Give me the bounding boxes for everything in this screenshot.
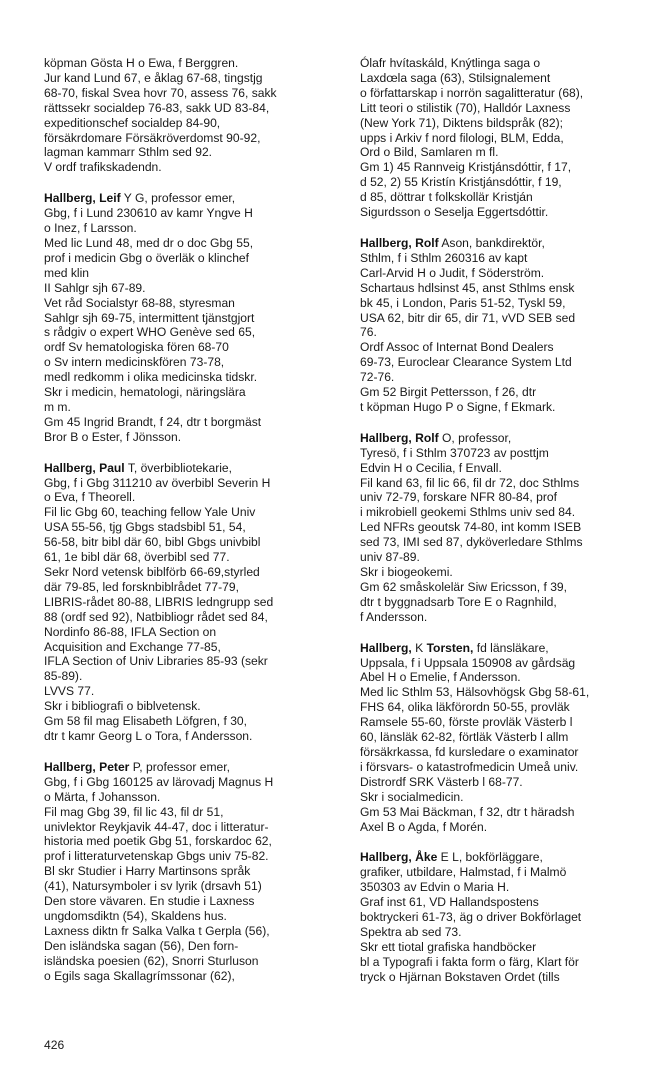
entry-text-line: Med lic Sthlm 53, Hälsovhögsk Gbg 58-61, [360,685,590,700]
entry-text-line: dtr t kamr Georg L o Tora, f Andersson. [44,728,253,743]
entry-text-line: univlektor Reykjavik 44-47, doc i litteratur- [44,819,269,834]
entry-text-line: försäkrdomare Försäkröverdomst 90-92, [44,130,261,145]
entry-text-line: Bror B o Ester, f Jönsson. [44,429,182,444]
entry-text-line: expeditionschef socialdep 84-90, [44,115,221,130]
entry-text-line: Skr i bibliografi o biblvetensk. [44,699,201,714]
biography-entry [360,236,662,415]
entry-text-line: Carl-Arvid H o Judit, f Söderström. [360,265,545,280]
entry-title: O, professor, [438,430,512,445]
entry-text-line: o Eva, f Theorell. [44,490,136,505]
entry-given-name: Rolf [415,430,439,445]
entry-surname: Hallberg, [44,759,96,774]
entry-text-line: Spektra ab sed 73. [360,924,462,939]
entry-text-line: s rådgiv o expert WHO Genève sed 65, [44,325,256,340]
entry-text-line: historia med poetik Gbg 51, forskardoc 62, [44,834,272,849]
entry-text-line: i försvars- o katastrofmedicin Umeå univ. [360,759,579,774]
entry-text-line: ordf Sv hematologiska fören 68-70 [44,340,229,355]
entry-text-line: V ordf trafikskadendn. [44,160,162,175]
entry-heading-line [360,236,662,251]
entry-title: P, professor emer, [129,759,230,774]
entry-text-line: Sigurdsson o Seselja Eggertsdóttir. [360,205,549,220]
entry-text-line: där 79-85, led forsknbiblrådet 77-79, [44,579,239,594]
entry-text-line: Sekr Nord vetensk biblförb 66-69,styrled [44,565,260,579]
entry-text-line: univ 72-79, forskare NFR 80-84, prof [360,490,557,505]
entry-text-line: Sthlm, f i Sthlm 260316 av kapt [360,250,528,265]
entry-text-line: 76. [360,325,377,340]
entry-text-line: Skr i medicin, hematologi, näringslära [44,385,246,400]
entry-text-line: Edvin H o Cecilia, f Envall. [360,460,502,475]
entry-text-line: Jur kand Lund 67, e åklag 67-68, tingstjg [44,70,263,85]
entry-text-line: o Egils saga Skallagrímssonar (62), [44,968,235,983]
entry-text-line: (41), Natursymboler i sv lyrik (drsavh 51) [44,879,262,894]
entry-text-line: sed 73, IMI sed 87, dyköverledare Sthlms [360,535,583,550]
entry-given-name: Åke [415,850,438,865]
entry-heading-line [360,850,662,865]
entry-text-line: Tyresö, f i Sthlm 370723 av posttjm [360,445,549,460]
entry-given-name: Leif [99,191,121,206]
entry-text-line: Laxness diktn fr Salka Valka t Gerpla (56), [44,923,270,938]
entry-text-line: bk 45, i London, Paris 51-52, Tyskl 59, [360,295,566,310]
biography-continuation [44,56,344,175]
entry-text-line: prof i medicin Gbg o överläk o klinchef [44,250,250,265]
entry-given-name: Rolf [415,235,439,250]
entry-text-line: Acquisition and Exchange 77-85, [44,639,221,654]
entry-text-line: Schartaus hdlsinst 45, anst Sthlms ensk [360,280,575,295]
entry-text-line: ungdomsdiktn (54), Skaldens hus. [44,908,227,923]
entry-text-line: d 52, 2) 55 Kristín Kristjánsdóttir, f 19, [360,175,562,190]
entry-text-line: 85-89). [44,669,83,684]
biography-entry [360,431,662,625]
entry-text-line: m m. [44,399,71,414]
entry-text-line: medl redkomm i olika medicinska tidskr. [44,370,258,385]
entry-text-line: Skr ett tiotal grafiska handböcker [360,939,537,954]
entry-text-line: o Märta, f Johansson. [44,789,161,804]
entry-text-line: d 85, döttrar t folkskollär Kristján [360,190,533,205]
entry-heading-line [44,760,344,775]
entry-text-line: Ólafr hvítaskáld, Knýtlinga saga o [360,56,541,70]
entry-text-line: Skr i biogeokemi. [360,565,453,579]
entry-text-line: LVVS 77. [44,684,95,699]
entry-heading-line [44,191,344,206]
entry-text-line: (New York 71), Diktens bildspråk (82); [360,115,563,130]
entry-text-line: med klin [44,265,90,280]
entry-title: Y G, professor emer, [120,191,236,206]
entry-heading-line [360,641,662,656]
entry-text-line: Gm 45 Ingrid Brandt, f 24, dtr t borgmäst [44,414,262,429]
biography-entry [44,191,344,444]
entry-text-line: Ord o Bild, Samlaren m fl. [360,145,499,160]
entry-surname: Hallberg, [360,850,412,865]
entry-text-line: Ramsele 55-60, förste provläk Västerb l [360,715,573,730]
entry-text-line: f Andersson. [360,609,428,624]
entry-text-line: II Sahlgr sjh 67-89. [44,280,146,295]
entry-text-line: FHS 64, olika läkförordn 50-55, provläk [360,700,570,715]
entry-text-line: Abel H o Emelie, f Andersson. [360,670,521,685]
entry-text-line: Gm 58 fil mag Elisabeth Löfgren, f 30, [44,714,248,729]
entry-text-line: USA 55-56, tjg Gbgs stadsbibl 51, 54, [44,520,246,535]
biography-entry [44,461,344,744]
page-number: 426 [44,1038,65,1052]
entry-text-line: lagman kammarr Sthlm sed 92. [44,145,213,160]
biography-entry [44,760,344,984]
entry-heading-line [44,461,344,476]
entry-given-name: Peter [99,759,130,774]
entry-text-line: o Inez, f Larsson. [44,221,137,236]
entry-text-line: Nordinfo 86-88, IFLA Section on [44,624,217,639]
entry-title: E L, bokförläggare, [437,850,543,865]
entry-text-line: LIBRIS-rådet 80-88, LIBRIS ledngrupp sed [44,594,274,609]
entry-text-line: Fil mag Gbg 39, fil lic 43, fil dr 51, [44,804,224,819]
entry-text-line: Fil lic Gbg 60, teaching fellow Yale Univ [44,505,256,520]
entry-text-line: Vet råd Socialstyr 68-88, styresman [44,295,235,310]
entry-text-line: dtr t byggnadsarb Tore E o Ragnhild, [360,594,557,609]
entry-text-line: o Sv intern medicinskfören 73-78, [44,355,225,370]
entry-text-line: o författarskap i norrön sagalitteratur (68), [360,85,584,100]
entry-text-line: 69-73, Euroclear Clearance System Ltd [360,355,572,370]
entry-text-line: Gm 62 småskolelär Siw Ericsson, f 39, [360,579,568,594]
entry-text-line: univ 87-89. [360,550,420,565]
entry-surname: Hallberg, [360,640,412,655]
entry-surname: Hallberg, [360,235,412,250]
entry-text-line: Laxdœla saga (63), Stilsignalement [360,70,551,85]
biography-continuation [360,56,662,220]
biography-entry [360,641,662,835]
entry-text-line: bl a Typografi i fakta form o färg, Klart för [360,954,579,969]
entry-text-line: upps i Arkiv f nord filologi, BLM, Edda, [360,130,564,145]
entry-text-line: Bl skr Studier i Harry Martinsons språk [44,864,251,879]
entry-text-line: Gm 53 Mai Bäckman, f 32, dtr t häradsh [360,804,575,819]
entry-text-line: 61, 1e bibl där 68, överbibl sed 77. [44,550,230,565]
entry-surname: Hallberg, [44,191,96,206]
entry-text-line: USA 62, bitr dir 65, dir 71, vVD SEB sed [360,310,576,325]
entry-surname: Hallberg, [44,460,96,475]
entry-heading-line [360,431,662,446]
entry-given-name: Torsten, [426,640,474,655]
entry-text-line: Distrordf SRK Västerb l 68-77. [360,774,523,789]
entry-title: fd länsläkare, [473,640,549,655]
entry-text-line: Litt teori o stilistik (70), Halldór Laxness [360,100,571,115]
entry-text-line: t köpman Hugo P o Signe, f Ekmark. [360,399,556,414]
entry-text-line: Gbg, f i Lund 230610 av kamr Yngve H [44,206,253,221]
biography-entry [360,850,662,984]
entry-text-line: Skr i socialmedicin. [360,789,464,804]
entry-title: T, överbibliotekarie, [124,460,233,475]
entry-given-name: Paul [99,460,125,475]
entry-text-line: IFLA Section of Univ Libraries 85-93 (sekr [44,654,268,669]
entry-text-line: Sahlgr sjh 69-75, intermittent tjänstgjort [44,310,255,325]
entry-text-line: 60, länsläk 62-82, förtläk Västerb l allm [360,730,569,745]
entry-text-line: Med lic Lund 48, med dr o doc Gbg 55, [44,235,254,250]
entry-text-line: försäkrkassa, fd kursledare o examinator [360,744,579,759]
entry-title: Ason, bankdirektör, [438,235,545,250]
entry-text-line: Den store vävaren. En studie i Laxness [44,894,255,909]
entry-text-line: boktryckeri 61-73, äg o driver Bokförlaget [360,910,582,925]
entry-text-line: Graf inst 61, VD Hallandspostens [360,895,539,910]
entry-text-line: tryck o Hjärnan Bokstaven Ordet (tills [360,969,560,984]
entry-text-line: Gbg, f i Gbg 160125 av lärovadj Magnus H [44,774,274,789]
entry-text-line: 88 (ordf sed 92), Natbibliogr rådet sed 84, [44,609,268,624]
entry-surname: Hallberg, [360,430,412,445]
entry-text-line: isländska poesien (62), Snorri Sturluson [44,953,259,968]
entry-text-line: Gm 1) 45 Rannveig Kristjánsdóttir, f 17, [360,160,572,175]
entry-text-line: Ordf Assoc of Internat Bond Dealers [360,340,554,355]
left-column [44,56,344,983]
entry-text-line: 56-58, bitr bibl där 60, bibl Gbgs univbibl [44,535,261,550]
entry-text-line: Gm 52 Birgit Pettersson, f 26, dtr [360,385,537,400]
entry-text-line: köpman Gösta H o Ewa, f Berggren. [44,56,239,70]
entry-text-line: 72-76. [360,370,395,385]
entry-text-line: Axel B o Agda, f Morén. [360,819,488,834]
entry-text-line: Den isländska sagan (56), Den forn- [44,938,239,953]
entry-text-line: rättssekr socialdep 76-83, sakk UD 83-84, [44,100,270,115]
entry-text-line: Uppsala, f i Uppsala 150908 av gårdsäg [360,655,576,670]
entry-text-line: Gbg, f i Gbg 311210 av överbibl Severin H [44,475,271,490]
entry-text-line: Fil kand 63, fil lic 66, fil dr 72, doc Sthlms [360,475,580,490]
entry-text-line: i mikrobiell geokemi Sthlms univ sed 84. [360,505,576,520]
entry-given-initial: K [415,640,427,655]
entry-text-line: prof i litteraturvetenskap Gbgs univ 75-82. [44,849,269,864]
right-column [360,56,662,985]
entry-text-line: Led NFRs geoutsk 74-80, int komm ISEB [360,520,582,535]
entry-text-line: grafiker, utbildare, Halmstad, f i Malmö [360,865,567,880]
entry-text-line: 350303 av Edvin o Maria H. [360,880,510,895]
entry-text-line: 68-70, fiskal Svea hovr 70, assess 76, sakk [44,85,277,100]
